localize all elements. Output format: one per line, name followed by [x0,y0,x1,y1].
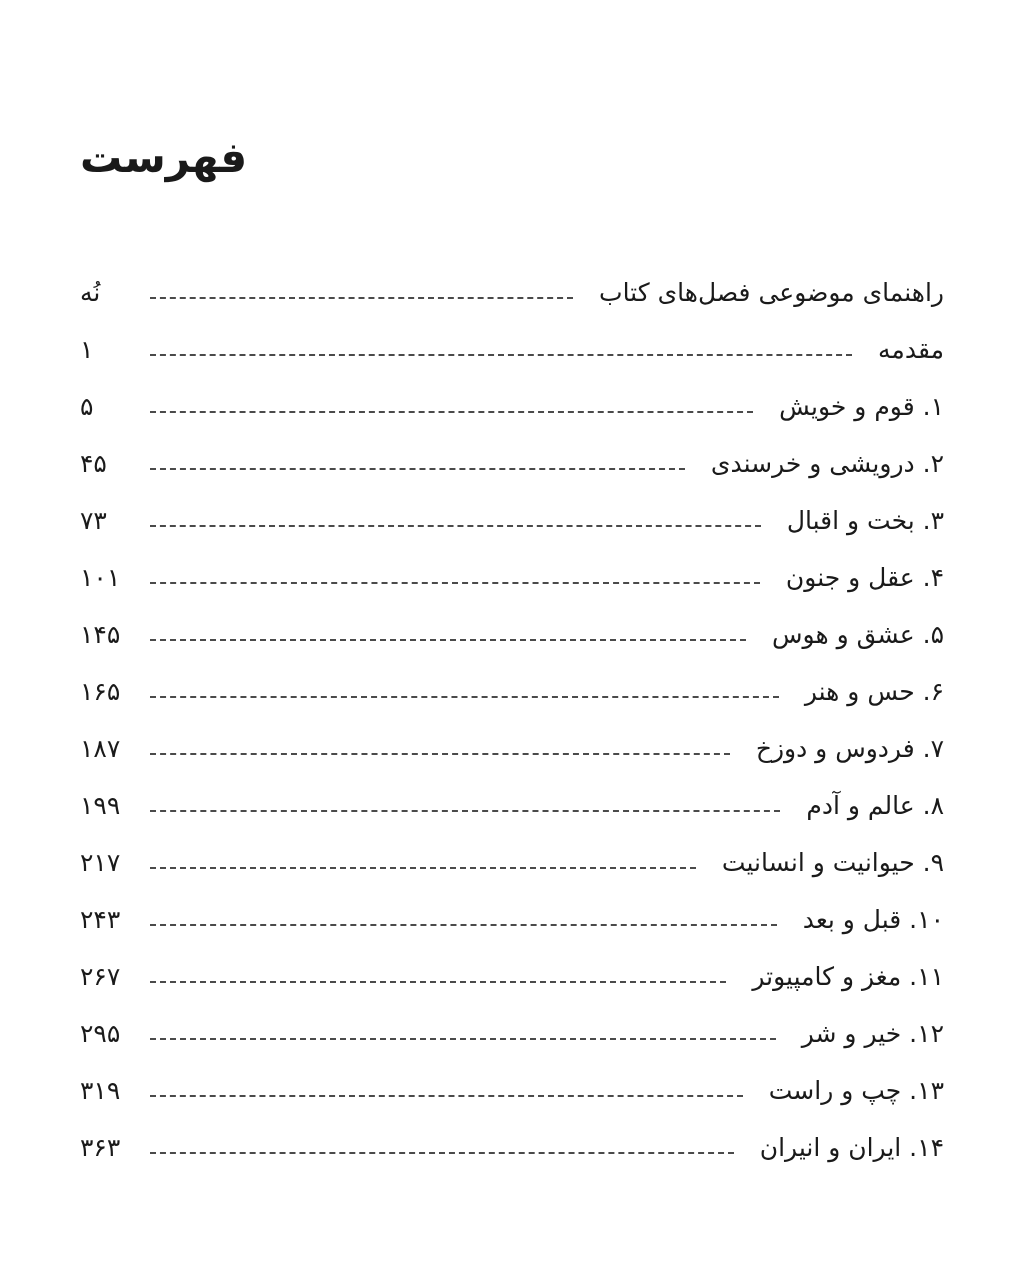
dotted-leader [150,1038,776,1040]
dotted-leader [150,639,746,641]
toc-entry-chapter-7 [80,720,944,777]
toc-page-number: ۲۹۵ [80,1018,121,1048]
toc-entry-label: ۳. بخت و اقبال [781,501,944,541]
toc-entry-chapter-12 [80,1005,944,1062]
toc-entry-chapter-4 [80,549,944,606]
toc-entry-chapter-14 [80,1119,944,1176]
toc-entry-label: ۶. حس و هنر [799,672,944,712]
toc-entry-label: ۱۴. ایران و انیران [754,1128,944,1168]
toc-entry-chapter-5 [80,606,944,663]
toc-entry-label: ۱۰. قبل و بعد [797,900,944,940]
toc-page-number: ۱۴۵ [80,619,121,649]
toc-page-number: ۲۶۷ [80,961,121,991]
dotted-leader [150,582,760,584]
toc-page-number: ۵ [80,391,94,421]
dotted-leader [150,1095,743,1097]
toc-entry-label: ۱۲. خیر و شر [796,1014,944,1054]
dotted-leader [150,525,761,527]
toc-entry-label: ۹. حیوانیت و انسانیت [716,843,944,883]
toc-page-number: ۴۵ [80,448,107,478]
toc-entry-label: ۲. درویشی و خرسندی [705,444,944,484]
toc-entry-introduction [80,321,944,378]
toc-page-number: ۷۳ [80,505,107,535]
toc-page-number: ۳۱۹ [80,1075,121,1105]
toc-entry-label: ۱. قوم و خویش [773,387,944,427]
toc-entry-chapter-2 [80,435,944,492]
toc-entry-label: ۴. عقل و جنون [780,558,944,598]
dotted-leader [150,354,852,356]
dotted-leader [150,696,779,698]
toc-entry-chapter-6 [80,663,944,720]
toc-entry-chapter-1 [80,378,944,435]
toc-entry-chapter-11 [80,948,944,1005]
toc-page-number: نُه [80,277,101,307]
dotted-leader [150,867,696,869]
toc-entry-label: ۵. عشق و هوس [766,615,944,655]
table-of-contents [80,264,944,1176]
toc-page-number: ۱۰۱ [80,562,121,592]
dotted-leader [150,753,730,755]
toc-entry-label: ۱۱. مغز و کامپیوتر [746,957,944,997]
toc-entry-chapter-9 [80,834,944,891]
toc-page-number: ۲۴۳ [80,904,121,934]
toc-entry-label: ۸. عالم و آدم [800,786,944,826]
dotted-leader [150,468,685,470]
toc-entry-chapter-10 [80,891,944,948]
toc-page-number: ۲۱۷ [80,847,121,877]
toc-page-number: ۱۶۵ [80,676,121,706]
toc-entry-label: مقدمه [872,330,944,370]
dotted-leader [150,297,573,299]
toc-page-number: ۱۹۹ [80,790,121,820]
dotted-leader [150,810,780,812]
toc-entry-label: ۷. فردوس و دوزخ [750,729,944,769]
toc-page-number: ۱ [80,334,94,364]
dotted-leader [150,981,726,983]
toc-entry-topical-guide [80,264,944,321]
toc-page-number: ۳۶۳ [80,1132,121,1162]
dotted-leader [150,411,753,413]
dotted-leader [150,924,777,926]
toc-entry-label: راهنمای موضوعی فصل‌های کتاب [593,273,944,313]
toc-entry-chapter-8 [80,777,944,834]
toc-entry-chapter-3 [80,492,944,549]
page-title: فهرست [80,133,248,182]
toc-entry-chapter-13 [80,1062,944,1119]
toc-page-number: ۱۸۷ [80,733,121,763]
toc-entry-label: ۱۳. چپ و راست [763,1071,944,1111]
dotted-leader [150,1152,734,1154]
